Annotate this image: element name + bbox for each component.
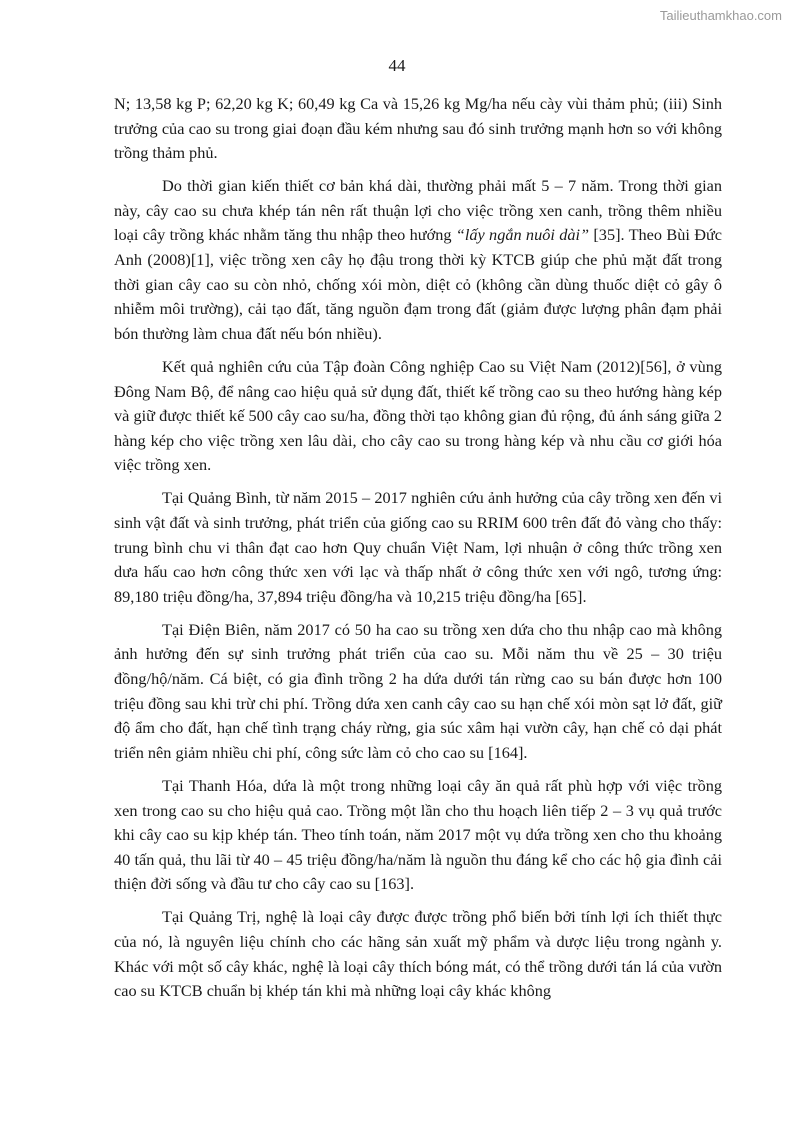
document-body [114,92,722,1004]
text-run: [35]. Theo Bùi Đức Anh (2008)[1], việc trồng xen cây họ đậu trong thời kỳ KTCB giúp che phủ mặt đất trong thời gian cây cao su còn nhỏ, chống xói mòn, diệt cỏ (không cần dùng thuốc diệt cỏ gây ô nhiễm môi trường), cải tạo đất, tăng nguồn đạm trong đất (giảm được lượng phân đạm phải bón thường làm chua đất nếu bón nhiều). [114,225,723,343]
text-run: Tại Quảng Bình, từ năm 2015 – 2017 nghiên cứu ảnh hưởng của cây trồng xen đến vi sinh vật đất và sinh trưởng, phát triển của giống cao su RRIM 600 trên đất đỏ vàng cho thấy: trung bình chu vi thân đạt cao hơn Quy chuẩn Việt Nam, lợi nhuận ở công thức trồng xen dưa hấu cao hơn công thức xen với lạc và thấp nhất ở công thức xen với ngô, tương ứng: 89,180 triệu đồng/ha, 37,894 triệu đồng/ha và 10,215 triệu đồng/ha [65]. [114,488,722,606]
text-run: N; 13,58 kg P; 62,20 kg K; 60,49 kg Ca và 15,26 kg Mg/ha nếu cày vùi thảm phủ; (iii) Sinh trưởng của cao su trong giai đoạn đầu kém nhưng sau đó sinh trưởng mạnh hơn so với không trồng thảm phủ. [114,94,722,163]
text-run: Tại Quảng Trị, nghệ là loại cây được được trồng phổ biến bởi tính lợi ích thiết thực của nó, là nguyên liệu chính cho các hãng sản xuất mỹ phẩm và dược liệu trong ngành y. Khác với một số cây khác, nghệ là loại cây thích bóng mát, có thể trồng dưới tán lá của vườn cao su KTCB chuẩn bị khép tán khi mà những loại cây khác không [114,907,722,1001]
paragraph [114,905,722,1003]
watermark-text: Tailieuthamkhao.com [659,8,782,23]
paragraph [114,618,722,766]
text-run: Kết quả nghiên cứu của Tập đoàn Công nghiệp Cao su Việt Nam (2012)[56], ở vùng Đông Nam Bộ, để nâng cao hiệu quả sử dụng đất, thiết kế trồng cao su theo hướng hàng kép và giữ được thiết kế 500 cây cao su/ha, đồng thời tạo không gian đủ rộng, đủ ánh sáng giữa 2 hàng kép cho việc trồng xen lâu dài, cho cây cao su trong hàng kép và nhu cầu cơ giới hóa việc trồng xen. [114,356,722,475]
page-number: 44 [388,56,406,75]
italic-phrase: “lấy ngắn nuôi dài” [455,225,590,245]
paragraph [114,174,722,346]
text-run: Tại Điện Biên, năm 2017 có 50 ha cao su trồng xen dứa cho thu nhập cao mà không ảnh hưởng đến sự sinh trưởng phát triển của cao su. Mỗi năm thu về 25 – 30 triệu đồng/hộ/năm. Cá biệt, có gia đình trồng 2 ha dứa dưới tán rừng cao su bán được hơn 100 triệu đồng sau khi trừ chi phí. Trồng dứa xen canh cây cao su hạn chế xói mòn sạt lở đất, giữ độ ẩm cho đất, hạn chế tình trạng cháy rừng, gia súc xâm hại vườn cây, hạn chế cỏ dại phát triển nên giảm nhiều chi phí, công sức làm cỏ cho cao su [164]. [114,619,722,762]
paragraph [114,92,722,166]
text-run: Do thời gian kiến thiết cơ bản khá dài, thường phải mất 5 – 7 năm. Trong thời gian này, cây cao su chưa khép tán nên rất thuận lợi cho việc trồng xen canh, trồng thêm nhiều loại cây trồng khác nhằm tăng thu nhập theo hướng [114,176,722,245]
paragraph [114,486,722,609]
text-run: Tại Thanh Hóa, dứa là một trong những loại cây ăn quả rất phù hợp với việc trồng xen trong cao su cho hiệu quả cao. Trồng một lần cho thu hoạch liên tiếp 2 – 3 vụ quả trước khi cây cao su kịp khép tán. Theo tính toán, năm 2017 một vụ dứa trồng xen cho thu khoảng 40 tấn quả, thu lãi từ 40 – 45 triệu đồng/ha/năm là nguồn thu đáng kể cho các hộ gia đình cải thiện đời sống và đầu tư cho cây cao su [163]. [114,775,722,894]
paragraph [114,774,722,897]
paragraph [114,355,722,478]
